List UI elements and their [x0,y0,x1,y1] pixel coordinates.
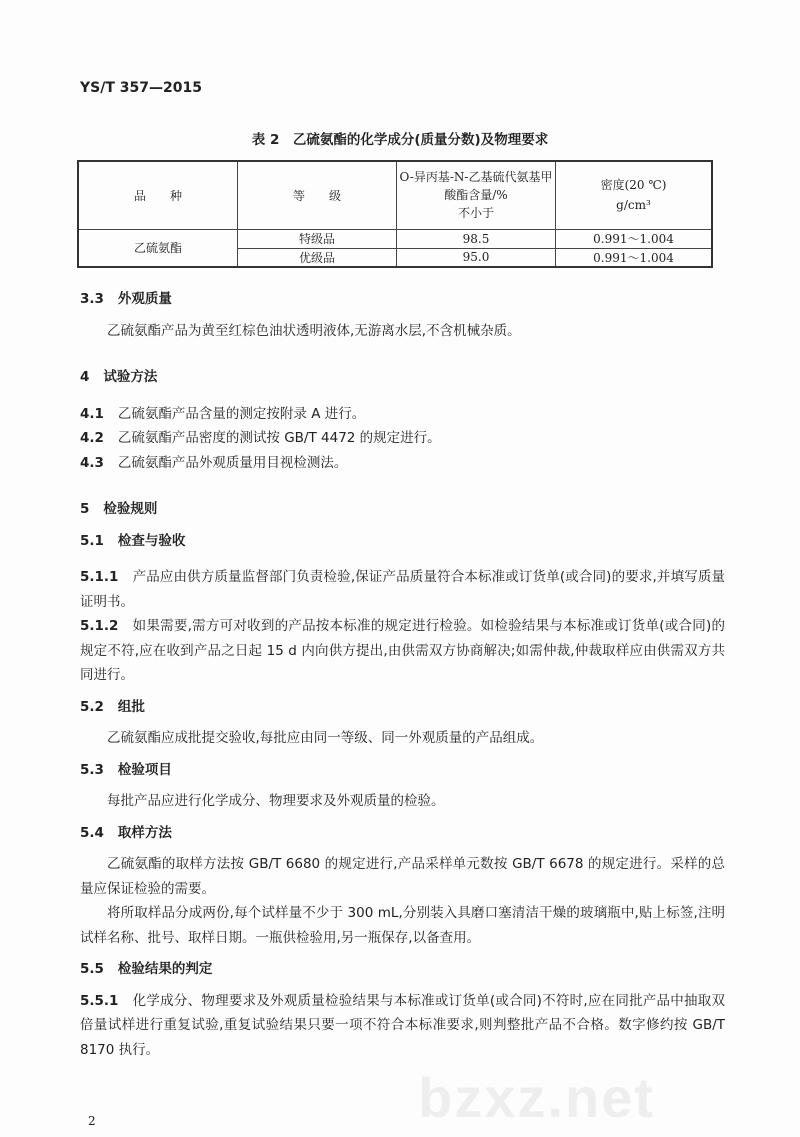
section-3-3-heading: 3.3 外观质量 [80,291,172,307]
content-cell: 98.5 [397,229,556,248]
section-4-heading: 4 试验方法 [80,369,158,385]
density-cell: 0.991～1.004 [556,248,713,267]
content-cell: 95.0 [397,248,556,267]
requirements-table [77,160,713,268]
section-5-4-text-2: 将所取样品分成两份,每个试样量不少于 300 mL,分别装入具磨口塞清洁干燥的玻璃瓶中,贴上标签,注明试样名称、批号、取样日期。一瓶供检验用,另一瓶保存,以备查用。 [80,905,725,946]
header-grade: 等 级 [238,161,397,229]
header-density: 密度(20 ℃) g/cm³ [556,161,713,229]
page-footer [80,1068,725,1128]
section-5-4-heading: 5.4 取样方法 [80,824,172,841]
section-5-2-heading: 5.2 组批 [80,698,145,715]
section-5-3-text: 每批产品应进行化学成分、物理要求及外观质量的检验。 [107,793,445,809]
section-5-5-1: 5.5.1 化学成分、物理要求及外观质量检验结果与本标准或订货单(或合同)不符时,应在同批产品中抽取双倍量试样进行重复试验,重复试验结果只要一项不符合本标准要求,则判整批产品不合格。数字修约按 GB/T 8170 执行。 [80,992,725,1058]
section-3-3-text: 乙硫氨酯产品为黄至红棕色油状透明液体,无游离水层,不含机械杂质。 [107,322,521,339]
section-5-heading: 5 检验规则 [80,501,158,517]
grade-cell: 特级品 [238,229,397,248]
variety-cell: 乙硫氨酯 [78,229,238,267]
section-5-1-heading: 5.1 检查与验收 [80,532,186,549]
section-5-4-text-1: 乙硫氨酯的取样方法按 GB/T 6680 的规定进行,产品采样单元数按 GB/T 6678 的规定进行。采样的总量应保证检验的需要。 [80,856,725,897]
grade-cell: 优级品 [238,248,397,267]
table-row [78,229,712,248]
header-content: O-异丙基-N-乙基硫代氨基甲酸酯含量/% 不小于 [397,161,556,229]
body-text [80,287,725,1128]
section-5-5-heading: 5.5 检验结果的判定 [80,961,213,977]
header-variety: 品 种 [78,161,238,229]
standard-code: YS/T 357—2015 [80,80,202,96]
watermark: bzxz.net [418,1066,655,1129]
section-4-1: 4.1 乙硫氨酯产品含量的测定按附录 A 进行。 [80,405,366,422]
page-number: 2 [88,1114,96,1128]
section-5-3-heading: 5.3 检验项目 [80,761,172,778]
section-4-2: 4.2 乙硫氨酯产品密度的测试按 GB/T 4472 的规定进行。 [80,430,441,446]
table-caption: 表 2 乙硫氨酯的化学成分(质量分数)及物理要求 [251,132,549,148]
section-4-3: 4.3 乙硫氨酯产品外观质量用目视检测法。 [80,454,348,471]
section-5-2-text: 乙硫氨酯应成批提交验收,每批应由同一等级、同一外观质量的产品组成。 [107,730,544,746]
section-5-1-2: 5.1.2 如果需要,需方可对收到的产品按本标准的规定进行检验。如检验结果与本标准或订货单(或合同)的规定不符,应在收到产品之日起 15 d 内向供方提出,由供需双方协商解决;如需仲裁,仲裁取样应由供需双方共同进行。 [80,618,725,683]
section-5-1-1: 5.1.1 产品应由供方质量监督部门负责检验,保证产品质量符合本标准或订货单(或合同)的要求,并填写质量证明书。 [80,569,725,610]
density-cell: 0.991～1.004 [556,229,713,248]
